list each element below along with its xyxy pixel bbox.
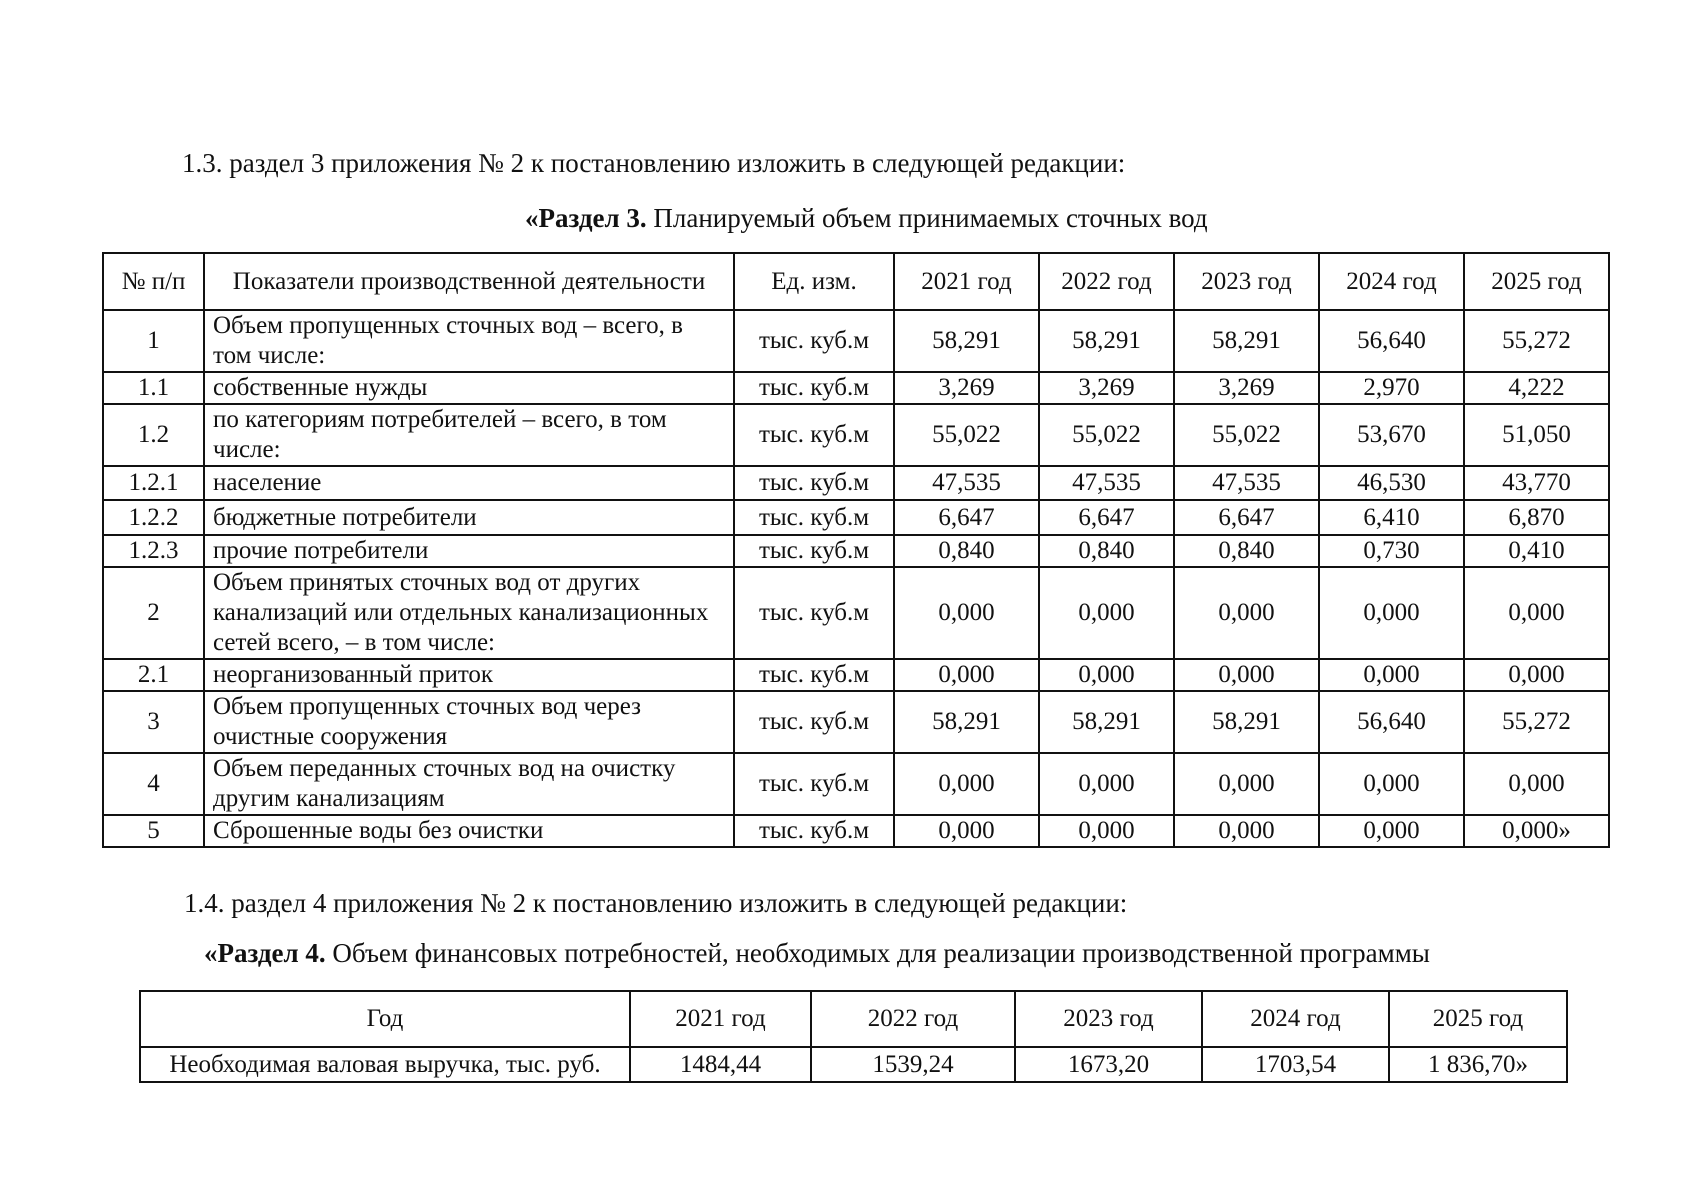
row-value-2024: 0,000 bbox=[1319, 567, 1464, 659]
header-2021: 2021 год bbox=[894, 253, 1039, 310]
row-number: 1.2.1 bbox=[103, 466, 204, 500]
row-value-2025: 4,222 bbox=[1464, 372, 1609, 404]
row-number: 1.2.3 bbox=[103, 535, 204, 567]
row-value-2025: 51,050 bbox=[1464, 404, 1609, 466]
row-value-2022: 6,647 bbox=[1039, 500, 1174, 535]
row-value-2025: 0,000 bbox=[1464, 753, 1609, 815]
row-value-2022: 3,269 bbox=[1039, 372, 1174, 404]
header-year: Год bbox=[140, 991, 630, 1047]
table-row bbox=[140, 1047, 1567, 1082]
row-value-2022: 1539,24 bbox=[811, 1047, 1015, 1082]
row-value-2024: 0,730 bbox=[1319, 535, 1464, 567]
row-value-2024: 0,000 bbox=[1319, 659, 1464, 691]
row-number: 1.1 bbox=[103, 372, 204, 404]
section-3-caption-bold: «Раздел 3. bbox=[525, 203, 647, 233]
header-2024: 2024 год bbox=[1202, 991, 1389, 1047]
row-value-2025: 0,000» bbox=[1464, 815, 1609, 847]
row-value-2021: 0,000 bbox=[894, 659, 1039, 691]
header-indicator: Показатели производственной деятельности bbox=[204, 253, 734, 310]
row-value-2024: 53,670 bbox=[1319, 404, 1464, 466]
row-value-2025: 0,000 bbox=[1464, 567, 1609, 659]
row-value-2025: 43,770 bbox=[1464, 466, 1609, 500]
row-number: 1.2.2 bbox=[103, 500, 204, 535]
row-unit: тыс. куб.м bbox=[734, 310, 894, 372]
row-value-2025: 55,272 bbox=[1464, 691, 1609, 753]
table-row bbox=[103, 310, 1609, 372]
wastewater-volume-table bbox=[102, 252, 1610, 848]
row-value-2022: 55,022 bbox=[1039, 404, 1174, 466]
row-value-2021: 0,840 bbox=[894, 535, 1039, 567]
row-value-2024: 1703,54 bbox=[1202, 1047, 1389, 1082]
row-value-2021: 1484,44 bbox=[630, 1047, 811, 1082]
row-number: 1.2 bbox=[103, 404, 204, 466]
row-value-2025: 1 836,70» bbox=[1389, 1047, 1567, 1082]
row-value-2023: 55,022 bbox=[1174, 404, 1319, 466]
header-2022: 2022 год bbox=[1039, 253, 1174, 310]
row-value-2022: 0,840 bbox=[1039, 535, 1174, 567]
row-value-2021: 0,000 bbox=[894, 815, 1039, 847]
row-value-2025: 0,000 bbox=[1464, 659, 1609, 691]
header-2025: 2025 год bbox=[1464, 253, 1609, 310]
row-value-2025: 6,870 bbox=[1464, 500, 1609, 535]
row-value-2021: 3,269 bbox=[894, 372, 1039, 404]
header-number: № п/п bbox=[103, 253, 204, 310]
row-value-2023: 0,840 bbox=[1174, 535, 1319, 567]
row-value-2024: 6,410 bbox=[1319, 500, 1464, 535]
row-unit: тыс. куб.м bbox=[734, 567, 894, 659]
section-1-3-intro: 1.3. раздел 3 приложения № 2 к постановлению изложить в следующей редакции: bbox=[182, 148, 1126, 178]
row-value-2022: 47,535 bbox=[1039, 466, 1174, 500]
row-label: Необходимая валовая выручка, тыс. руб. bbox=[140, 1047, 630, 1082]
table-header-row bbox=[103, 253, 1609, 310]
table-row bbox=[103, 404, 1609, 466]
row-value-2025: 0,410 bbox=[1464, 535, 1609, 567]
row-unit: тыс. куб.м bbox=[734, 404, 894, 466]
row-unit: тыс. куб.м bbox=[734, 659, 894, 691]
row-unit: тыс. куб.м bbox=[734, 466, 894, 500]
section-1-4-intro: 1.4. раздел 4 приложения № 2 к постановлению изложить в следующей редакции: bbox=[184, 888, 1128, 918]
row-value-2021: 0,000 bbox=[894, 567, 1039, 659]
header-2023: 2023 год bbox=[1015, 991, 1202, 1047]
row-value-2022: 58,291 bbox=[1039, 310, 1174, 372]
row-value-2022: 0,000 bbox=[1039, 659, 1174, 691]
row-indicator: прочие потребители bbox=[204, 535, 734, 567]
row-value-2023: 3,269 bbox=[1174, 372, 1319, 404]
row-value-2024: 56,640 bbox=[1319, 310, 1464, 372]
row-value-2023: 0,000 bbox=[1174, 815, 1319, 847]
row-value-2021: 58,291 bbox=[894, 310, 1039, 372]
row-value-2024: 0,000 bbox=[1319, 815, 1464, 847]
row-indicator: Объем пропущенных сточных вод – всего, в том числе: bbox=[204, 310, 734, 372]
row-indicator: Сброшенные воды без очистки bbox=[204, 815, 734, 847]
row-value-2023: 58,291 bbox=[1174, 310, 1319, 372]
table-row bbox=[103, 815, 1609, 847]
row-value-2023: 0,000 bbox=[1174, 659, 1319, 691]
table-row bbox=[103, 535, 1609, 567]
section-4-caption-bold: «Раздел 4. bbox=[204, 938, 326, 968]
row-indicator: Объем пропущенных сточных вод через очистные сооружения bbox=[204, 691, 734, 753]
table-row bbox=[103, 466, 1609, 500]
header-2022: 2022 год bbox=[811, 991, 1015, 1047]
header-2023: 2023 год bbox=[1174, 253, 1319, 310]
row-number: 1 bbox=[103, 310, 204, 372]
table-row bbox=[103, 659, 1609, 691]
row-indicator: Объем принятых сточных вод от других канализаций или отдельных канализационных сетей всего, – в том числе: bbox=[204, 567, 734, 659]
row-unit: тыс. куб.м bbox=[734, 691, 894, 753]
row-value-2024: 56,640 bbox=[1319, 691, 1464, 753]
row-value-2025: 55,272 bbox=[1464, 310, 1609, 372]
row-indicator: собственные нужды bbox=[204, 372, 734, 404]
financial-needs-table bbox=[139, 990, 1568, 1083]
header-2024: 2024 год bbox=[1319, 253, 1464, 310]
row-value-2024: 2,970 bbox=[1319, 372, 1464, 404]
row-number: 2.1 bbox=[103, 659, 204, 691]
row-value-2022: 58,291 bbox=[1039, 691, 1174, 753]
row-value-2021: 6,647 bbox=[894, 500, 1039, 535]
row-value-2023: 47,535 bbox=[1174, 466, 1319, 500]
row-value-2021: 58,291 bbox=[894, 691, 1039, 753]
row-value-2024: 0,000 bbox=[1319, 753, 1464, 815]
header-2021: 2021 год bbox=[630, 991, 811, 1047]
row-value-2024: 46,530 bbox=[1319, 466, 1464, 500]
row-unit: тыс. куб.м bbox=[734, 535, 894, 567]
row-indicator: Объем переданных сточных вод на очистку другим канализациям bbox=[204, 753, 734, 815]
row-value-2023: 1673,20 bbox=[1015, 1047, 1202, 1082]
table-row bbox=[103, 500, 1609, 535]
row-value-2021: 0,000 bbox=[894, 753, 1039, 815]
row-indicator: неорганизованный приток bbox=[204, 659, 734, 691]
row-value-2021: 55,022 bbox=[894, 404, 1039, 466]
row-indicator: по категориям потребителей – всего, в том числе: bbox=[204, 404, 734, 466]
header-unit: Ед. изм. bbox=[734, 253, 894, 310]
table-row bbox=[103, 691, 1609, 753]
row-unit: тыс. куб.м bbox=[734, 753, 894, 815]
row-unit: тыс. куб.м bbox=[734, 372, 894, 404]
row-unit: тыс. куб.м bbox=[734, 815, 894, 847]
section-3-caption-text: Планируемый объем принимаемых сточных вод bbox=[646, 203, 1208, 233]
row-value-2022: 0,000 bbox=[1039, 753, 1174, 815]
table-row bbox=[103, 753, 1609, 815]
row-indicator: бюджетные потребители bbox=[204, 500, 734, 535]
header-2025: 2025 год bbox=[1389, 991, 1567, 1047]
row-value-2023: 6,647 bbox=[1174, 500, 1319, 535]
row-value-2022: 0,000 bbox=[1039, 567, 1174, 659]
row-value-2023: 0,000 bbox=[1174, 753, 1319, 815]
row-number: 4 bbox=[103, 753, 204, 815]
table-row bbox=[103, 567, 1609, 659]
row-unit: тыс. куб.м bbox=[734, 500, 894, 535]
table-header-row bbox=[140, 991, 1567, 1047]
row-value-2023: 58,291 bbox=[1174, 691, 1319, 753]
section-4-caption bbox=[204, 940, 1430, 967]
section-4-caption-text: Объем финансовых потребностей, необходимых для реализации производственной программы bbox=[325, 938, 1430, 968]
row-number: 2 bbox=[103, 567, 204, 659]
row-indicator: население bbox=[204, 466, 734, 500]
row-number: 5 bbox=[103, 815, 204, 847]
table-row bbox=[103, 372, 1609, 404]
row-value-2021: 47,535 bbox=[894, 466, 1039, 500]
section-3-caption bbox=[525, 205, 1208, 232]
row-number: 3 bbox=[103, 691, 204, 753]
row-value-2023: 0,000 bbox=[1174, 567, 1319, 659]
row-value-2022: 0,000 bbox=[1039, 815, 1174, 847]
